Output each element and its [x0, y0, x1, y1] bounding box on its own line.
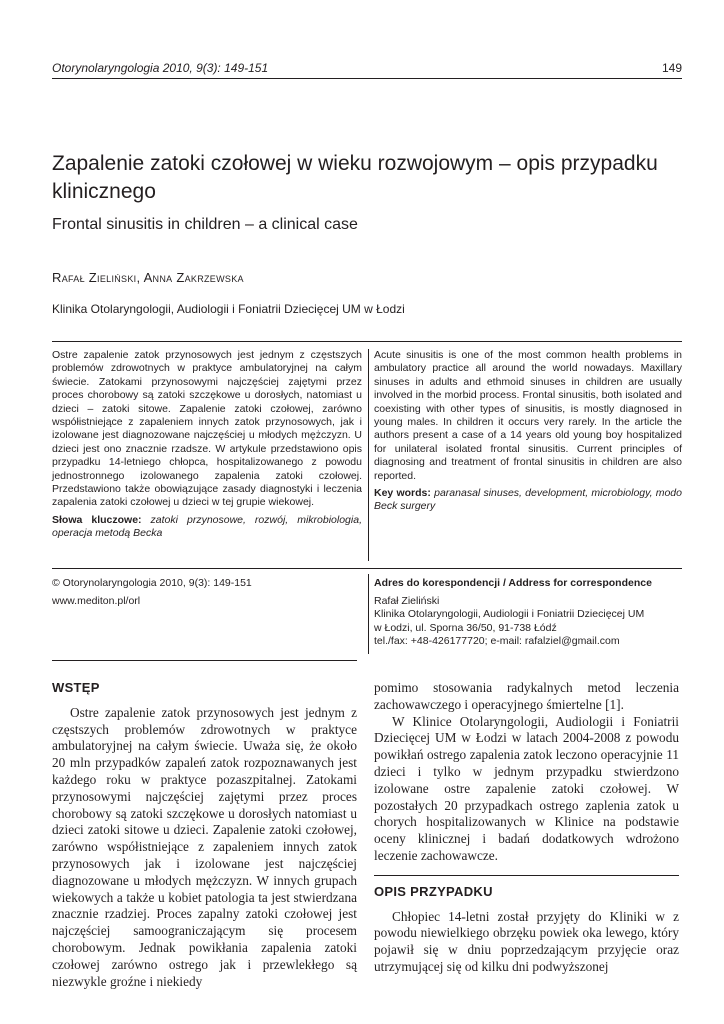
- correspondence-line: w Łodzi, ul. Sporna 36/50, 91-738 Łódź: [374, 621, 557, 634]
- section-heading-case: OPIS PRZYPADKU: [374, 883, 493, 899]
- correspondence-line: Klinika Otolaryngologii, Audiologii i Foniatrii Dziecięcej UM: [374, 608, 645, 621]
- abstract-english-text: Acute sinusitis is one of the most common health problems in ambulatory practice all around the world nowadays. Maxillary sinuses in adults and ethmoid sinuses in children are usually involved in the morbid process. Frontal sinusitis, both isolated and coexisting with other types of sinusitis, is mostly diagnosed in young males. In children it occurs very rarely. In the article the authors present a case of a 14 years old young boy hospitalized for unilateral isolated frontal sinusitis. Current principles of diagnosing and treatment of frontal sinusitis in children are also reported.: [374, 349, 682, 482]
- article-title-polish: Zapalenie zatoki czołowej w wieku rozwojowym – opis przypadku klinicznego: [52, 152, 658, 203]
- page-number: 149: [661, 61, 682, 75]
- article-title-english: Frontal sinusitis in children – a clinical case: [52, 216, 358, 233]
- section-heading-intro: WSTĘP: [52, 680, 100, 695]
- abstract-english: [374, 349, 682, 514]
- header-rule: [52, 78, 682, 79]
- journal-reference: Otorynolaryngologia 2010, 9(3): 149-151: [52, 61, 269, 75]
- body-column-left: [52, 680, 357, 990]
- keywords-english-text: paranasal sinuses, development, microbiology, modo Beck surgery: [374, 487, 682, 513]
- meta-column-divider: [368, 574, 369, 654]
- body-paragraph: pomimo stosowania radykalnych metod leczenia zachowawczego i operacyjnego śmiertelne [1].: [374, 680, 679, 712]
- keywords-polish-label: Słowa kluczowe: [52, 513, 139, 526]
- journal-url[interactable]: www.mediton.pl/orl: [52, 595, 141, 608]
- body-paragraph: Ostre zapalenie zatok przynosowych jest jednym z częstszych problemów zdrowotnych w praktyce ambulatoryjnej na całym świecie. Uważa się, że około 20 mln przypadków zapaleń zatok rozpoznawanych jest każdego roku w praktyce pozaszpitalnej. Zatokami przynosowymi najczęściej zajętymi przez proces chorobowy są zatoki szczękowe u dorosłych natomiast u dzieci zatoki sitowe u dzieci. Zapalenie zatoki czołowej, zarówno współistniejące z zapaleniem innych zatok przynosowych jak i izolowane jest najczęściej diagnozowane u młodych mężczyzn. W innych grupach wiekowych a także u kobiet patologia ta jest stwierdzana znacznie rzadziej. Proces zapalny zatoki czołowej jest najczęściej samoograniczającym się procesem chorobowym. Jednak powikłania zapalenia zatoki czołowej zarówno ostrego jak i przewlekłego są niezwykle groźne i niekiedy: [52, 704, 357, 989]
- body-left-top-rule: [52, 660, 357, 661]
- body-paragraph: W Klinice Otolaryngologii, Audiologii i Foniatrii Dziecięcej UM w Łodzi w latach 2004-2008 z powodu powikłań ostrego zapalenia zatok leczono operacyjnie 11 dzieci i tylko w jednym przypadku stwierdzono izolowane ostre zapalenie zatoki czołowej. W pozostałych 20 przypadkach ostrego zaplenia zatok u chorych hospitalizowanych w Klinice na podstawie oceny klinicznej i badań dodatkowych wdrożono leczenie zachowawcze.: [374, 713, 679, 863]
- author-affiliation: Klinika Otolaryngologii, Audiologii i Foniatrii Dziecięcej UM w Łodzi: [52, 302, 405, 316]
- abstract-top-rule: [52, 341, 682, 342]
- abstract-polish: [52, 349, 362, 541]
- keywords-polish-text: zatoki przynosowe, rozwój, mikrobiologia, operacja metodą Becka: [52, 513, 362, 540]
- body-paragraph: Chłopiec 14-letni został przyjęty do Kliniki w z powodu niewielkiego obrzęku powiek oka lewego, który pojawił się w dniu poprzedzającym przyjęcie oraz utrzymującej się od kilku dni podwyższonej: [374, 908, 679, 974]
- abstract-column-divider: [368, 349, 369, 561]
- running-header: [52, 61, 682, 75]
- body-column-right: [374, 680, 679, 976]
- correspondence-line: tel./fax: +48-426177720; e-mail: rafalziel@gmail.com: [374, 634, 620, 647]
- keywords-polish: Słowa kluczowe: zatoki przynosowe, rozwój, mikrobiologia, operacja metodą Becka: [52, 513, 362, 540]
- keywords-english: Key words: paranasal sinuses, development, microbiology, modo Beck surgery: [374, 487, 682, 513]
- author-list: Rafał Zieliński, Anna Zakrzewska: [52, 270, 244, 285]
- correspondence-heading: Adres do korespondencji / Address for correspondence: [374, 577, 652, 589]
- correspondence-block: [374, 577, 682, 648]
- citation-line: © Otorynolaryngologia 2010, 9(3): 149-151: [52, 577, 252, 589]
- abstract-bottom-rule: [52, 568, 682, 569]
- keywords-english-label: Key words: [374, 487, 428, 500]
- citation-block: [52, 577, 362, 608]
- section-rule: [374, 875, 679, 876]
- abstract-polish-text: Ostre zapalenie zatok przynosowych jest jednym z częstszych problemów zdrowotnych w praktyce ambulatoryjnej na całym świecie. Zatokami przynosowymi najczęściej zajętymi przez proces chorobowy są zatoki szczękowe u dorosłych, natomiast u dzieci – zatoki sitowe. Zapalenie zatoki czołowej, zarówno współistniejące z zapaleniem innych zatok przynosowych, jak i izolowane jest diagnozowane najczęściej u młodych mężczyzn. U dzieci jest ono znacznie rzadsze. W artykule przedstawiono opis przypadku 14-letniego chłopca, hospitalizowanego z powodu jednostronnego izolowanego zapalenia zatoki czołowej. Przedstawiono także obowiązujące zasady diagnostyki i leczenia zapalenia zatoki czołowej u dzieci w tej grupie wiekowej.: [52, 349, 362, 509]
- correspondence-line: Rafał Zieliński: [374, 595, 440, 608]
